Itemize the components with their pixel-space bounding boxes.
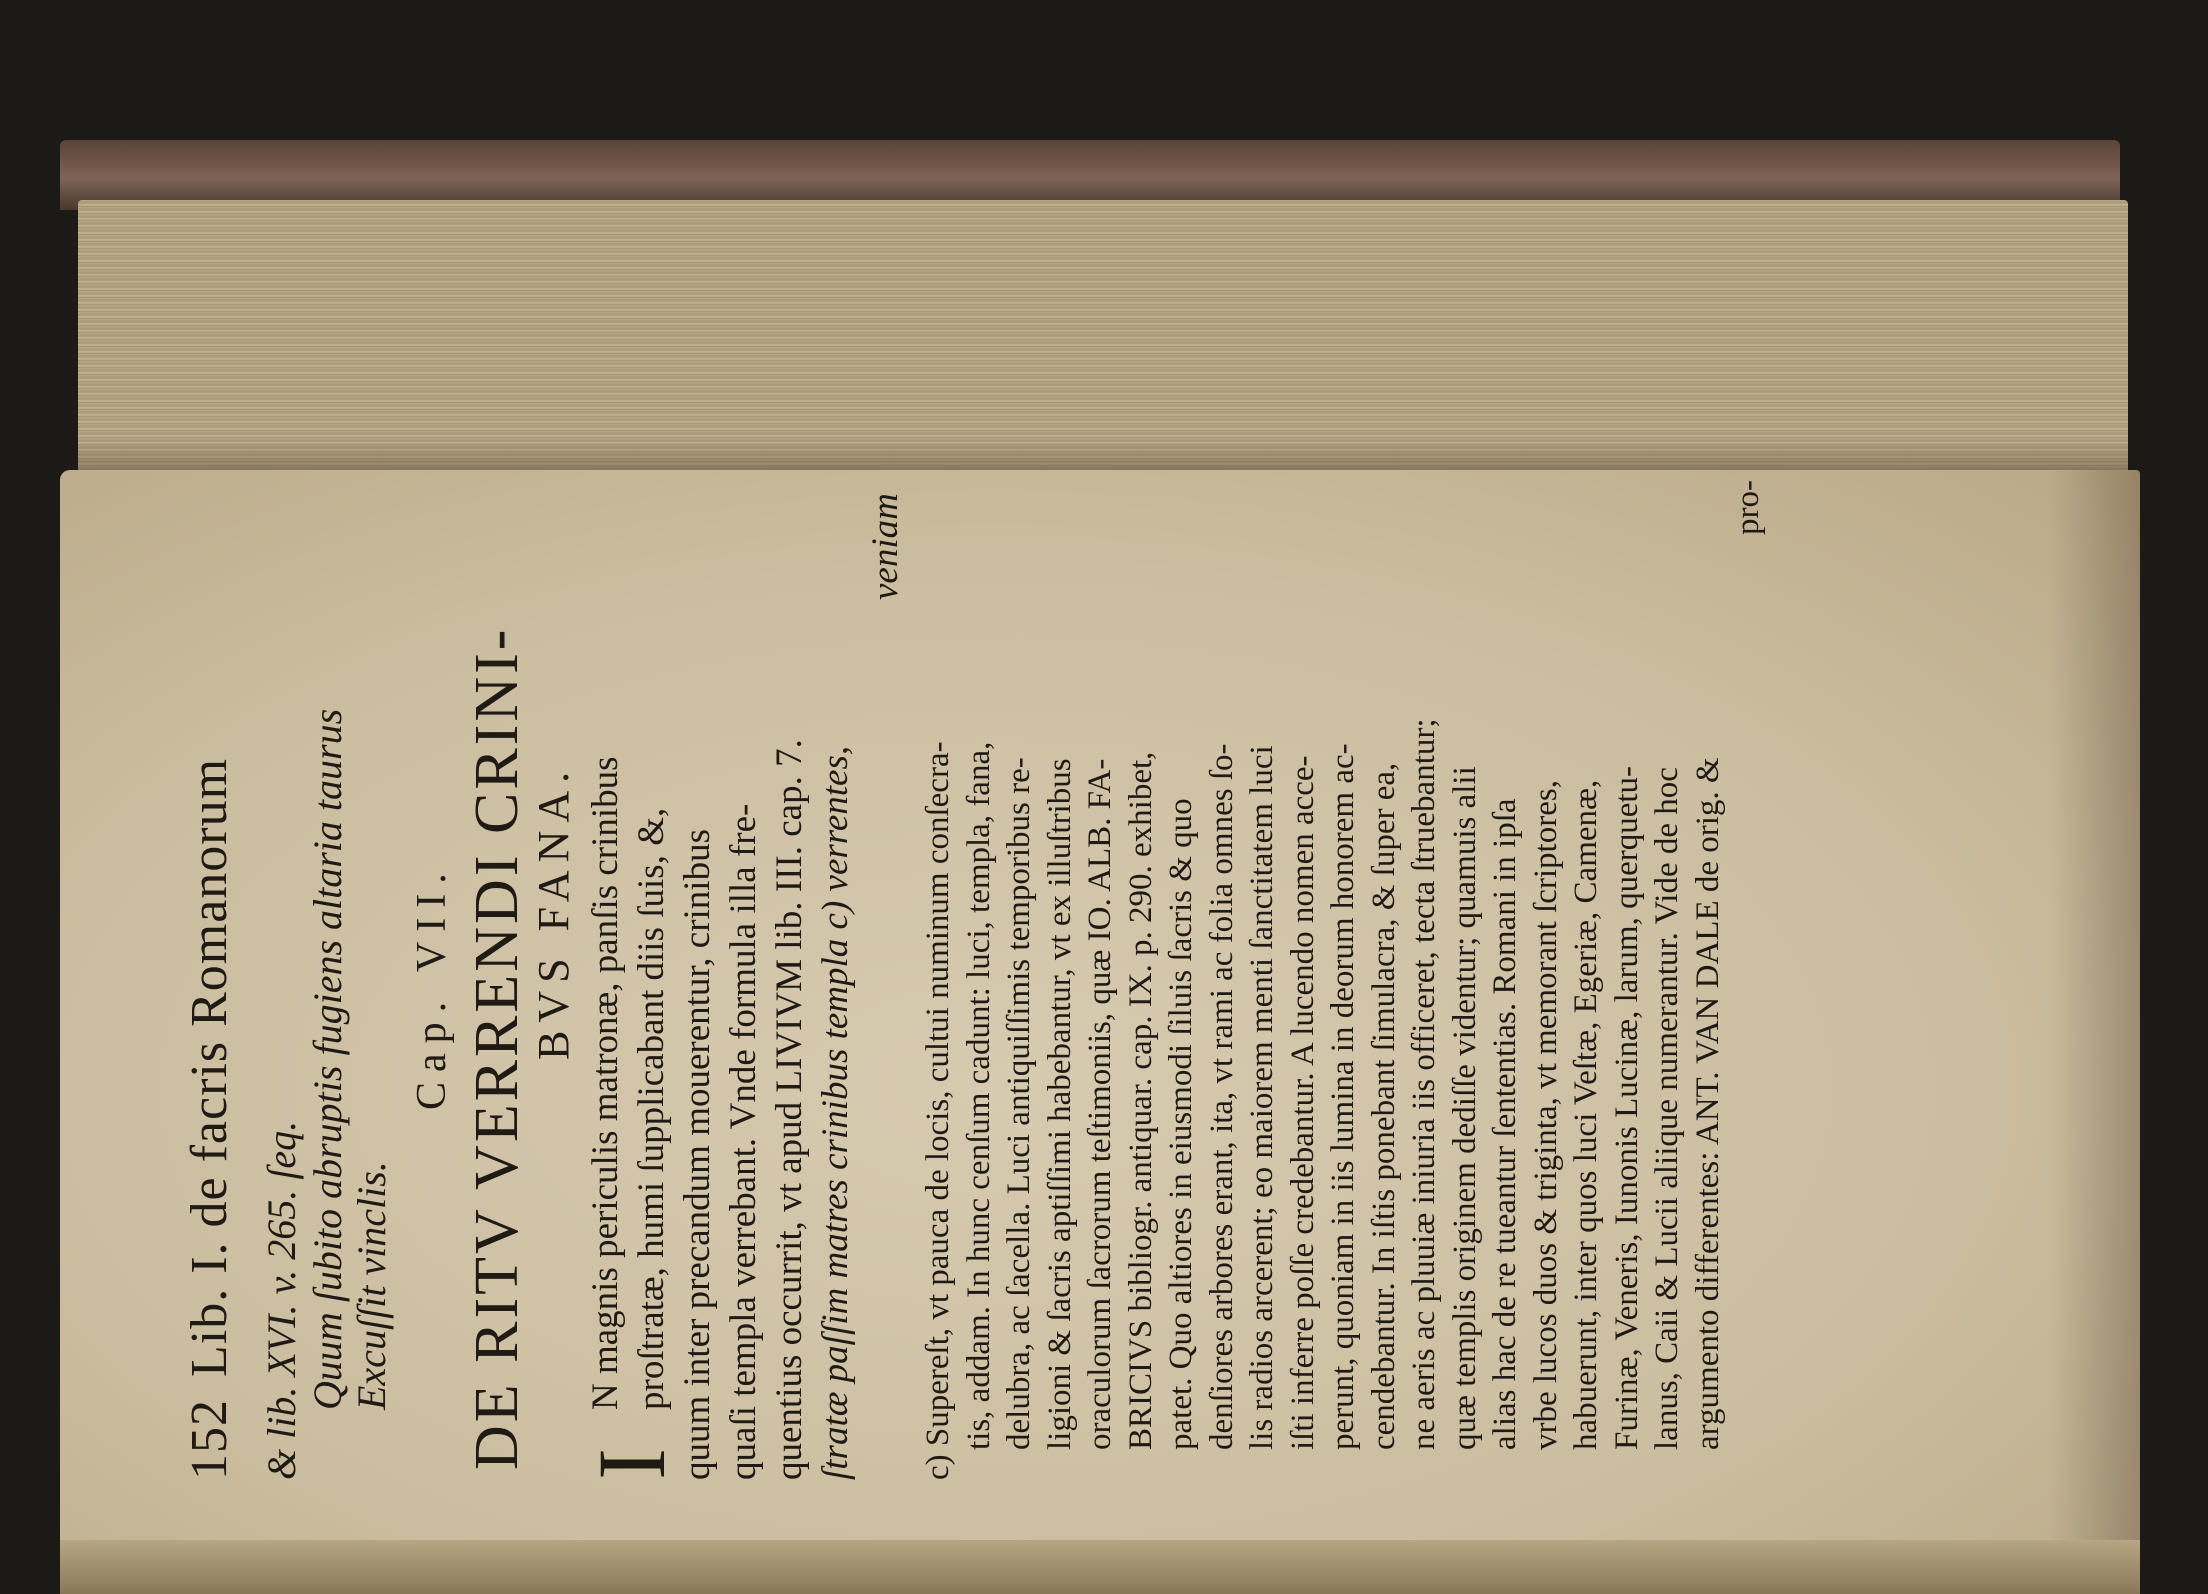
drop-cap: I [578,1448,685,1480]
chapter-title-continued: BVS FANA. [529,763,578,1060]
footnote-line: c) Supereſt, vt pauca de locis, cultui numinum conſecra- [920,741,956,1480]
body-line: quentius occurrit, vt apud LIVIVM lib. III. cap. 7. [769,739,810,1480]
body-line: N magnis periculis matronæ, panſis crinibus [585,756,626,1410]
footnote-line: pro- [1730,480,1766,535]
footnote-line: iſti inferre poſſe credebantur. A lucendo nomen acce- [1284,755,1321,1450]
quote-line: Quum ſubito abruptis fugiens altaria taurus [305,708,350,1410]
footnote-line: ne aeris ac pluuiæ iniuria iis officeret, tecta ſtruebantur; [1406,718,1442,1450]
body-line: quum inter precandum mouerentur, crinibus [677,829,718,1480]
chapter-title: DE RITV VERRENDI CRINI- [463,626,531,1470]
footnote-line: quæ templis originem dediſſe videntur; quamuis alii [1446,766,1483,1450]
page-number: 152 [181,1399,238,1480]
footnote-line: argumento differentes: ANT. VAN DALE de orig. & [1689,757,1726,1450]
quote-line: Excuſſit vinclis. [349,1161,394,1410]
footnote-line: alias hac de re tueantur ſententias. Romani in ipſa [1487,798,1523,1450]
footnote-line: lis radios arcerent; eo maiorem menti ſanctitatem luci [1244,745,1280,1450]
body-line: proſtratæ, humi ſupplicabant diis ſuis, &, [631,807,672,1410]
page-gutter [60,1540,2140,1594]
footnote-line: lanus, Caii & Lucii aliique numerantur. Vide de hoc [1649,767,1685,1450]
footnote-line: ligioni & ſacris aptiſſimi habebantur, vt ex illuſtribus [1041,758,1078,1450]
page-outer-edge-shadow [2050,470,2140,1594]
footnote-line: delubra, ac ſacella. Luci antiquiſſimis temporibus re- [1001,757,1037,1450]
footnote-line: oraculorum ſacrorum teſtimoniis, quæ IO. ALB. FA- [1082,758,1118,1450]
running-head [180,758,239,1480]
quote-line: & lib. XVI. v. 265. ſeq. [259,1120,304,1480]
footnote-line: Furinæ, Veneris, Iunonis Lucinæ, larum, querquetu- [1608,765,1645,1450]
footnote-line: perunt, quoniam in iis lumina in deorum honorem ac- [1325,743,1361,1450]
footnote-line: vrbe lucos duos & triginta, vt memorant ſcriptores, [1527,780,1564,1450]
chapter-label: Cap. VII. [409,863,455,1110]
footnote-line: tis, addam. In hunc cenſum cadunt: luci, templa, fana, [960,741,997,1450]
page-text [180,400,1766,1480]
running-title: Lib. I. de facris Romanorum [181,757,238,1377]
footnote-line: cendebantur. In iſtis ponebant ſimulacra, & ſuper ea, [1365,762,1402,1450]
footnote-line: denſiores arbores erant, ita, vt rami ac folia omnes ſo- [1203,743,1240,1450]
body-line: ſtratæ paſſim matres crinibus templa c) verrentes, [815,745,856,1480]
footnote-line: habuerunt, inter quos luci Veſtæ, Egeriæ, Camenæ, [1568,779,1604,1450]
body-line: veniam [865,493,906,600]
footnote-line: BRICIVS bibliogr. antiquar. cap. IX. p. 290. exhibet, [1122,751,1159,1450]
body-line: quaſi templa verrebant. Vnde formula illa fre- [723,803,764,1480]
footnote-line: patet. Quo altiores in eiusmodi ſiluis ſacris & quo [1163,798,1199,1450]
